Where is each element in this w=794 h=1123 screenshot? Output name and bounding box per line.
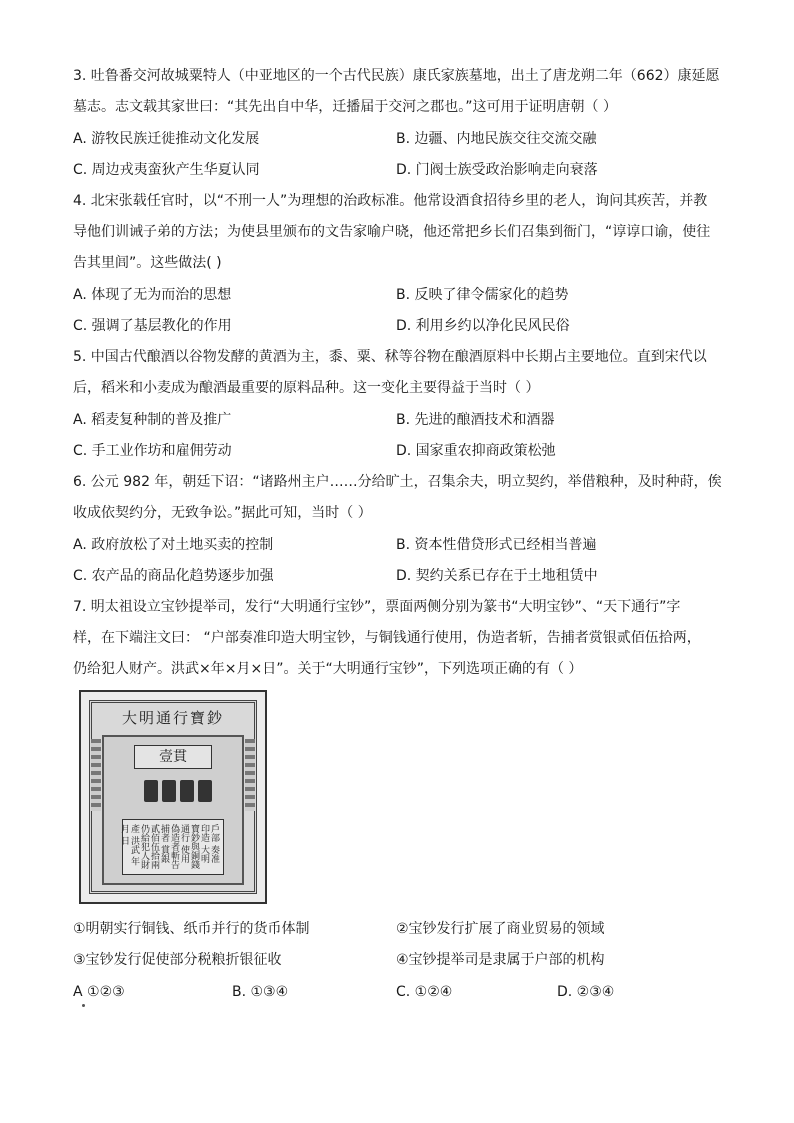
banknote-denomination: 壹貫 [134,745,212,769]
q6-option-d[interactable]: D. 契约关系已存在于土地租赁中 [396,568,598,584]
q6-stem-line1: 6. 公元 982 年，朝廷下诏：“诸路州主户……分给旷土，召集余夫，明立契约，举借粮种，及时种莳，俟 [73,474,722,490]
q6-option-b[interactable]: B. 资本性借贷形式已经相当普遍 [396,537,597,553]
q5-option-b[interactable]: B. 先进的酿酒技术和酒器 [396,412,555,428]
q6-stem-line2: 收成依契约分，无致争讼。”据此可知，当时（ ） [73,505,372,521]
q3-stem-line2: 墓志。志文载其家世曰：“其先出自中华，迁播届于交河之郡也。”这可用于证明唐朝（ ） [73,99,617,115]
q5-option-a[interactable]: A. 稻麦复种制的普及推广 [73,412,232,428]
q7-statement-1: ①明朝实行铜钱、纸币并行的货币体制 [73,921,310,937]
q3-stem-line1: 3. 吐鲁番交河故城粟特人（中亚地区的一个古代民族）康氏家族墓地，出土了唐龙朔二年（662）康延愿 [73,68,720,84]
q7-statement-3: ③宝钞发行促使部分税粮折银征收 [73,952,282,968]
q6-option-c[interactable]: C. 农产品的商品化趋势逐步加强 [73,568,274,584]
banknote-border [89,700,257,894]
q5-option-d[interactable]: D. 国家重农抑商政策松弛 [396,443,556,459]
q5-stem-line1: 5. 中国古代酿酒以谷物发酵的黄酒为主，黍、粟、秫等谷物在酿酒原料中长期占主要地位。直到宋代以 [73,349,707,365]
q4-option-a[interactable]: A. 体现了无为而治的思想 [73,287,232,303]
q3-option-b[interactable]: B. 边疆、内地民族交往交流交融 [396,131,597,147]
q3-option-a[interactable]: A. 游牧民族迁徙推动文化发展 [73,131,260,147]
banknote-left-border-pattern [91,739,101,811]
q6-option-a[interactable]: A. 政府放松了对土地买卖的控制 [73,537,274,553]
q7-option-d[interactable]: D. ②③④ [557,984,615,1000]
banknote-panel [102,735,244,885]
q7-option-b[interactable]: B. ①③④ [232,984,289,1000]
q7-statement-4: ④宝钞提举司是隶属于户部的机构 [396,952,605,968]
q4-option-d[interactable]: D. 利用乡约以净化民风民俗 [396,318,570,334]
q7-statement-2: ②宝钞发行扩展了商业贸易的领域 [396,921,605,937]
q3-option-c[interactable]: C. 周边戎夷蛮狄产生华夏认同 [73,162,260,178]
q7-option-c[interactable]: C. ①②④ [396,984,453,1000]
ming-banknote-image [79,690,267,904]
stray-mark [82,1004,85,1007]
q7-stem-line1: 7. 明太祖设立宝钞提举司，发行“大明通行宝钞”，票面两侧分别为篆书“大明宝钞”、“天下通行”字 [73,599,681,615]
q4-stem-line1: 4. 北宋张载任官时，以“不刑一人”为理想的治政标准。他常设酒食招待乡里的老人，询问其疾苦，并教 [73,193,708,209]
banknote-right-border-pattern [245,739,255,811]
q4-stem-line3: 告其里闾”。这些做法( ) [73,255,222,271]
q7-stem-line2: 样，在下端注文曰： “户部奏准印造大明宝钞，与铜钱通行使用，伪造者斩，告捕者赏银贰佰伍拾两， [73,630,701,646]
q4-option-b[interactable]: B. 反映了律令儒家化的趋势 [396,287,569,303]
banknote-title: 大明通行寶鈔 [121,709,224,727]
q7-stem-line3: 仍给犯人财产。洪武×年×月×日”。关于“大明通行宝钞”，下列选项正确的有（ ） [73,661,583,677]
q4-option-c[interactable]: C. 强调了基层教化的作用 [73,318,232,334]
q4-stem-line2: 导他们训诫子弟的方法；为使县里颁布的文告家喻户晓，他还常把乡长们召集到衙门，“谆谆口谕，使往 [73,224,711,240]
q3-option-d[interactable]: D. 门阀士族受政治影响走向衰落 [396,162,598,178]
coin-strings-icon [144,777,214,805]
q7-option-a[interactable]: A ①②③ [73,984,125,1000]
banknote-inscription: 戶部 奏准印造 大明寶鈔與銅錢通行 使用偽造者斬告捕者 賞銀貳佰伍拾兩仍給犯人財產 洪武 年 月 日 [122,819,224,875]
q5-option-c[interactable]: C. 手工业作坊和雇佣劳动 [73,443,232,459]
q5-stem-line2: 后，稻米和小麦成为酿酒最重要的原料品种。这一变化主要得益于当时（ ） [73,380,540,396]
